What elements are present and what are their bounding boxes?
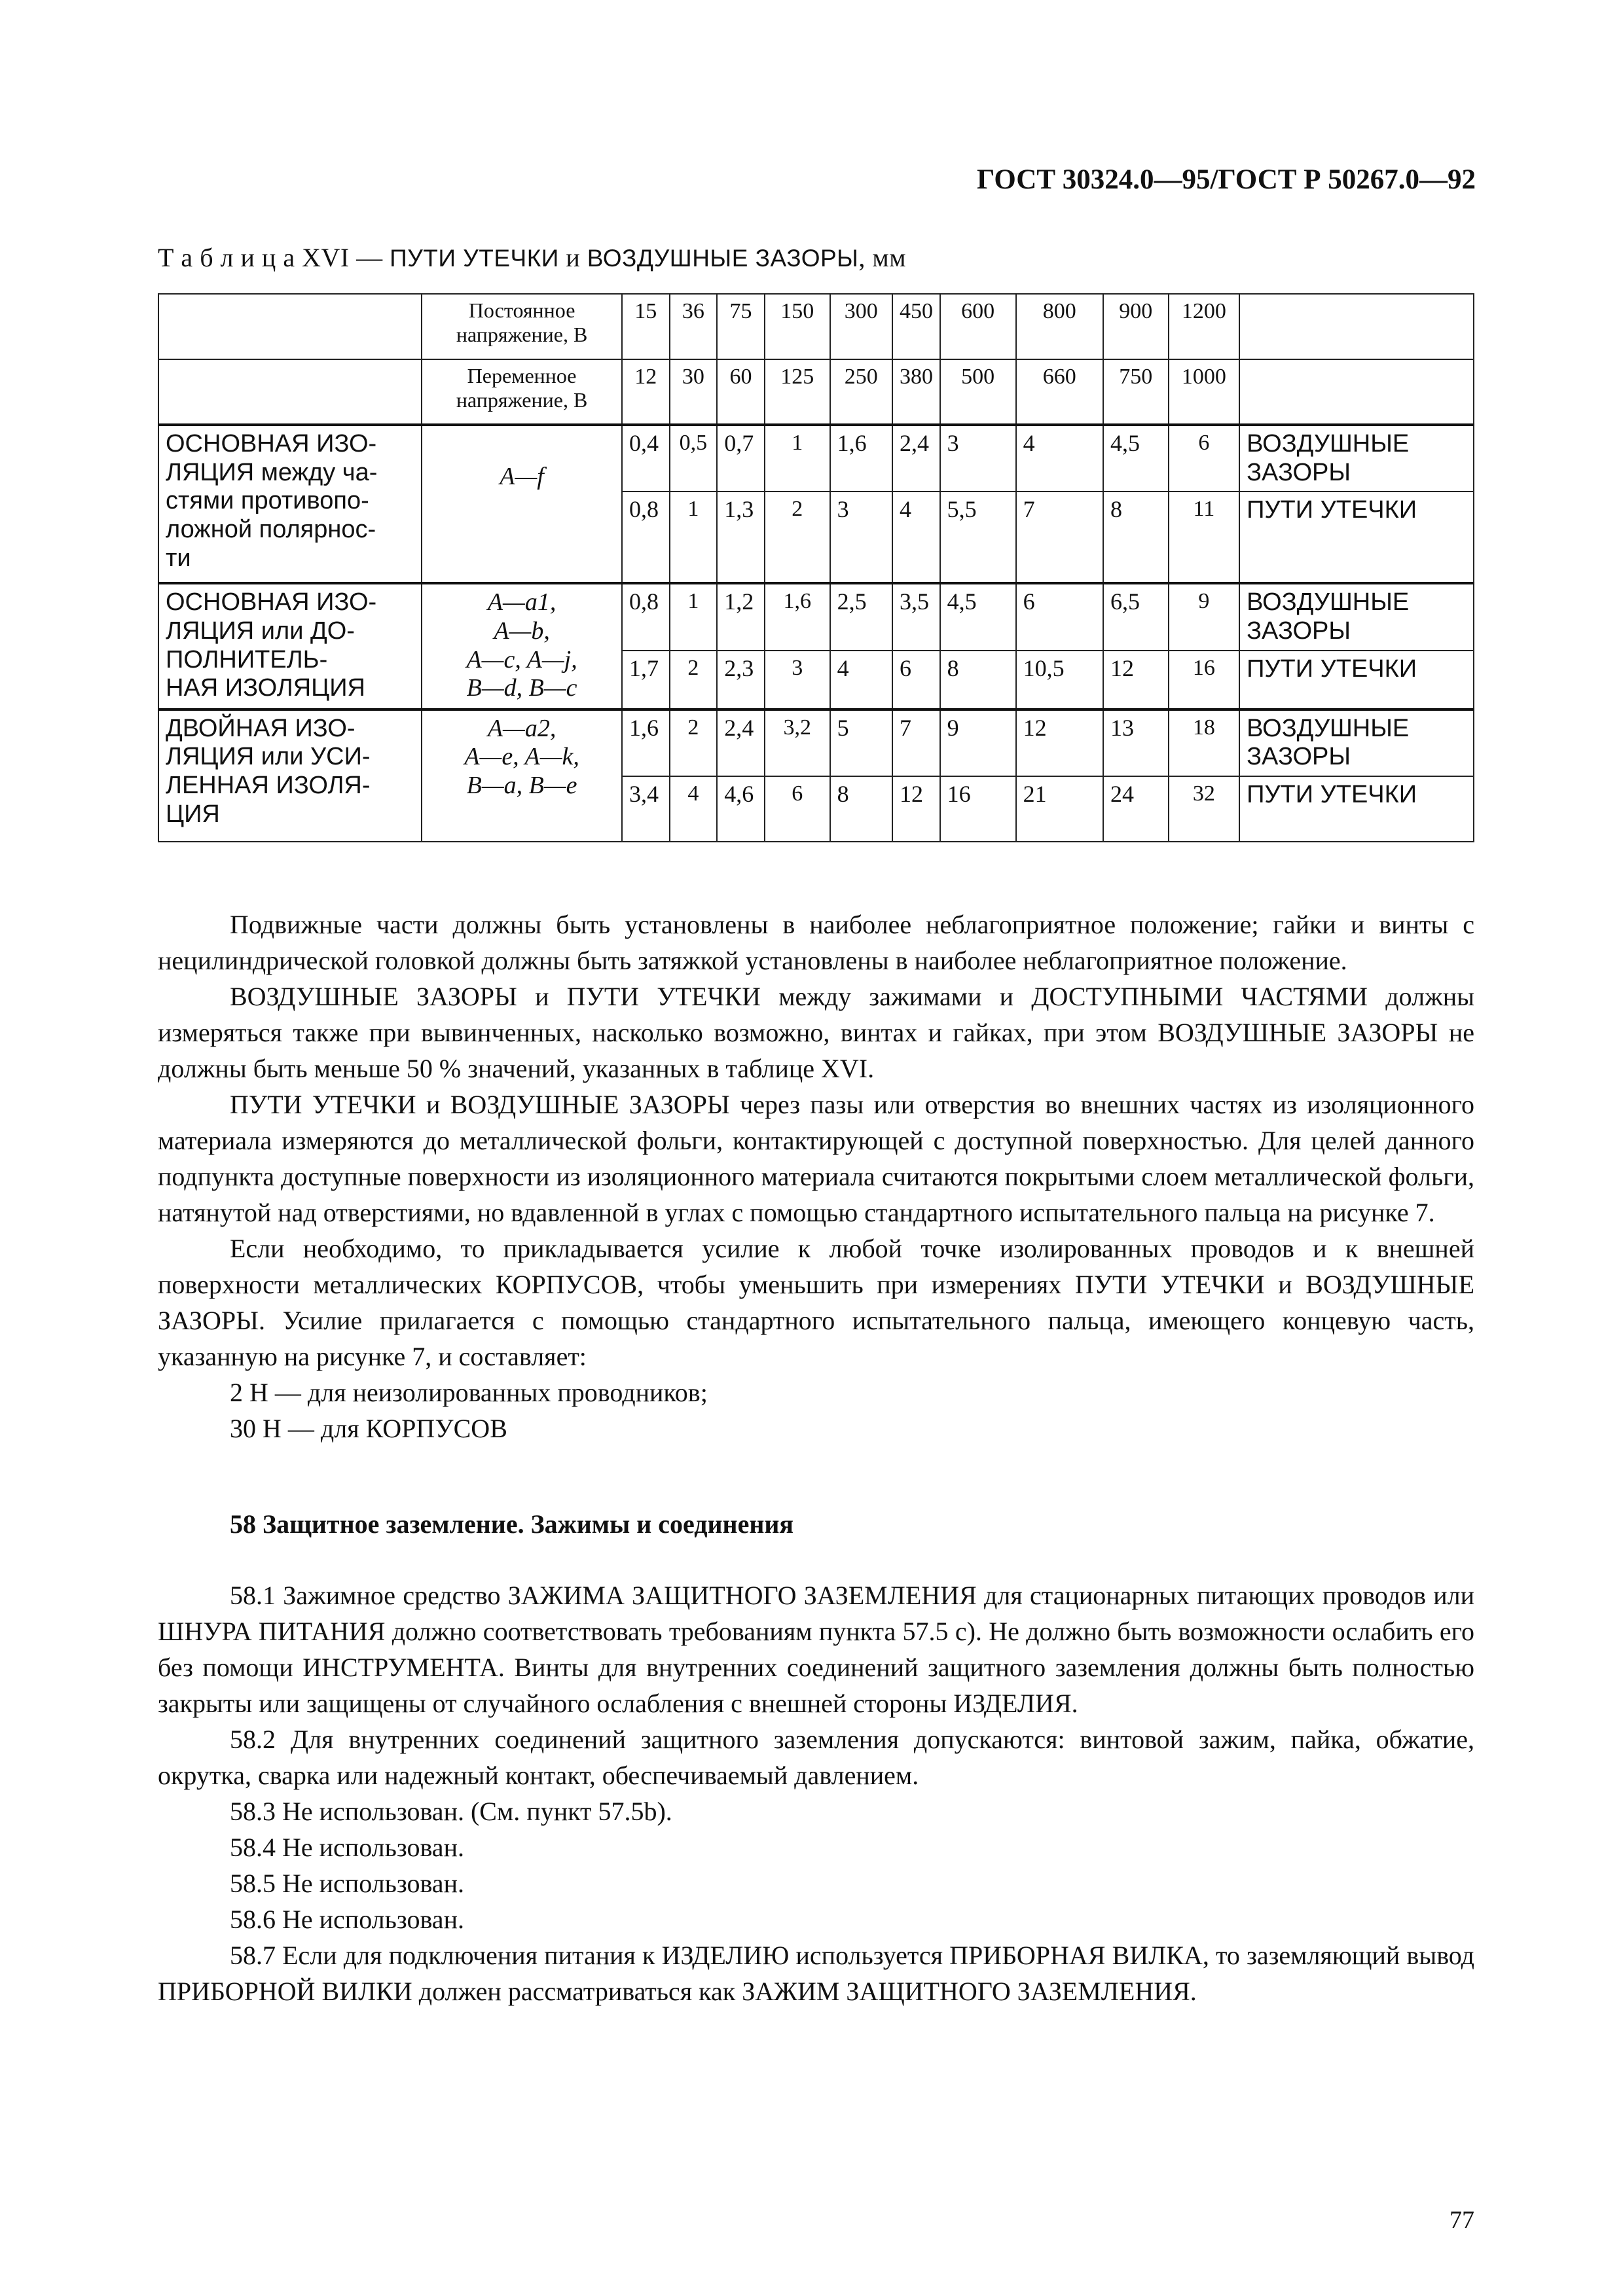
empty-cell	[1239, 359, 1474, 425]
value-cell: 8	[1103, 492, 1169, 583]
voltage-value: 15	[622, 294, 670, 359]
group-name-line: ДВОЙНАЯ ИЗО-	[166, 714, 356, 742]
measure-type: ВОЗДУШНЫЕ ЗАЗОРЫ	[1239, 425, 1474, 492]
value-cell: 2,5	[830, 583, 892, 650]
group-name-line: ОСНОВНАЯ ИЗО-	[166, 588, 377, 617]
document-header: ГОСТ 30324.0—95/ГОСТ Р 50267.0—92	[977, 164, 1476, 195]
value-cell: 9	[940, 709, 1016, 776]
voltage-value: 75	[717, 294, 765, 359]
insulation-classes	[422, 709, 622, 842]
value-cell: 4,6	[717, 776, 765, 842]
value-cell: 12	[1103, 651, 1169, 709]
value-cell: 5	[830, 709, 892, 776]
value-cell: 2	[670, 651, 718, 709]
clause-58-7: 58.7 Если для подключения питания к ИЗДЕЛИЮ используется ПРИБОРНАЯ ВИЛКА, то заземляющий вывод ПРИБОРНОЙ ВИЛКИ должен рассматриваться как ЗАЖИМ ЗАЩИТНОГО ЗАЗЕМЛЕНИЯ.	[158, 1941, 1474, 2006]
voltage-label-dc: Постоянное напряжение, В	[422, 294, 622, 359]
value-cell: 2,4	[892, 425, 940, 492]
empty-cell	[1239, 294, 1474, 359]
clause-58-3: 58.3 Не использован. (См. пункт 57.5b).	[230, 1797, 672, 1826]
paragraph-1: Подвижные части должны быть установлены в наиболее неблагоприятное положение; гайки и винты с нецилиндрической головкой должны быть затяжкой установлены в наиболее неблагоприятное положение.	[158, 910, 1474, 975]
value-cell: 10,5	[1016, 651, 1103, 709]
paragraph-3: ПУТИ УТЕЧКИ и ВОЗДУШНЫЕ ЗАЗОРЫ через пазы или отверстия во внешних частях из изоляционного материала измеряются до металлической фольги, контактирующей с доступной поверхностью. Для целей данного подпункта доступные поверхности из изоляционного материала считаются покрытыми слоем металлической фольги, натянутой над отверстиями, но вдавленной в углах с помощью стандартного испытательного пальца на рисунке 7.	[158, 1090, 1474, 1227]
value-cell: 21	[1016, 776, 1103, 842]
voltage-value: 500	[940, 359, 1016, 425]
voltage-value: 1000	[1169, 359, 1239, 425]
group-name-line: ПОЛНИТЕЛЬ-	[166, 645, 328, 673]
value-cell: 4	[670, 776, 718, 842]
value-cell: 0,5	[670, 425, 718, 492]
measure-type: ВОЗДУШНЫЕ ЗАЗОРЫ	[1239, 583, 1474, 650]
page-number: 77	[1450, 2206, 1474, 2234]
value-cell: 6	[892, 651, 940, 709]
value-cell: 2,4	[717, 709, 765, 776]
value-cell: 4,5	[940, 583, 1016, 650]
value-cell: 18	[1169, 709, 1239, 776]
value-cell: 4	[892, 492, 940, 583]
value-cell: 6	[1016, 583, 1103, 650]
voltage-value: 900	[1103, 294, 1169, 359]
body-text-1	[158, 906, 1474, 1446]
value-cell: 3	[830, 492, 892, 583]
caption-suffix: , мм	[858, 243, 907, 272]
class-line: B—d, B—c	[466, 674, 577, 702]
value-cell: 16	[940, 776, 1016, 842]
group-name-line: ОСНОВНАЯ ИЗО-	[166, 430, 377, 457]
voltage-row-dc	[158, 294, 1474, 359]
value-cell: 5,5	[940, 492, 1016, 583]
clearance-table	[158, 293, 1474, 842]
value-cell: 1,6	[765, 583, 830, 650]
voltage-value: 600	[940, 294, 1016, 359]
value-cell: 0,7	[717, 425, 765, 492]
value-cell: 1,7	[622, 651, 670, 709]
value-cell: 12	[1016, 709, 1103, 776]
group-name-line: ЛЯЦИЯ или ДО-	[166, 617, 355, 645]
value-cell: 2,3	[717, 651, 765, 709]
value-cell: 3,5	[892, 583, 940, 650]
caption-prefix: Т а б л и ц а XVI —	[158, 243, 390, 272]
voltage-value: 800	[1016, 294, 1103, 359]
value-cell: 1,6	[830, 425, 892, 492]
clause-58-6: 58.6 Не использован.	[230, 1905, 464, 1934]
class-line: A—a1,	[487, 588, 556, 617]
measure-type: ПУТИ УТЕЧКИ	[1239, 776, 1474, 842]
value-cell: 8	[940, 651, 1016, 709]
voltage-value: 60	[717, 359, 765, 425]
value-cell: 12	[892, 776, 940, 842]
measure-type: ПУТИ УТЕЧКИ	[1239, 492, 1474, 583]
group-name-line: ЛЯЦИЯ между ча-	[166, 458, 378, 486]
value-cell: 0,4	[622, 425, 670, 492]
voltage-value: 300	[830, 294, 892, 359]
value-cell: 1,6	[622, 709, 670, 776]
measure-type: ПУТИ УТЕЧКИ	[1239, 651, 1474, 709]
voltage-value: 660	[1016, 359, 1103, 425]
voltage-value: 30	[670, 359, 718, 425]
empty-cell	[158, 294, 422, 359]
value-cell: 0,8	[622, 583, 670, 650]
group-name-line: ЦИЯ	[166, 800, 220, 828]
paragraph-6: 30 Н — для КОРПУСОВ	[230, 1414, 507, 1443]
clause-58-5: 58.5 Не использован.	[230, 1869, 464, 1898]
value-cell: 13	[1103, 709, 1169, 776]
class-line: A—f	[500, 463, 544, 490]
voltage-value: 750	[1103, 359, 1169, 425]
group-name-line: НАЯ ИЗОЛЯЦИЯ	[166, 674, 366, 702]
value-cell: 24	[1103, 776, 1169, 842]
class-line: B—a, B—e	[466, 772, 577, 800]
body-text-2	[158, 1577, 1474, 2009]
value-cell: 1	[765, 425, 830, 492]
class-line: A—e, A—k,	[464, 743, 579, 771]
value-cell: 7	[892, 709, 940, 776]
voltage-label-ac: Переменное напряжение, В	[422, 359, 622, 425]
value-cell: 8	[830, 776, 892, 842]
value-cell: 0,8	[622, 492, 670, 583]
value-cell: 6,5	[1103, 583, 1169, 650]
value-cell: 16	[1169, 651, 1239, 709]
value-cell: 4	[1016, 425, 1103, 492]
clause-58-1: 58.1 Зажимное средство ЗАЖИМА ЗАЩИТНОГО ЗАЗЕМЛЕНИЯ для стационарных питающих проводов или ШНУРА ПИТАНИЯ должно соответствовать требованиям пункта 57.5 с). Не должно быть возможности ослабить его без помощи ИНСТРУМЕНТА. Винты для внутренних соединений защитного заземления должны быть полностью закрыты или защищены от случайного ослабления с внешней стороны ИЗДЕЛИЯ.	[158, 1581, 1474, 1718]
clause-58-2: 58.2 Для внутренних соединений защитного заземления допускаются: винтовой зажим, пайка, обжатие, окрутка, сварка или надежный контакт, обеспечиваемый давлением.	[158, 1725, 1474, 1790]
insulation-group-name	[158, 709, 422, 842]
value-cell: 4,5	[1103, 425, 1169, 492]
value-cell: 9	[1169, 583, 1239, 650]
insulation-classes	[422, 425, 622, 583]
value-cell: 3	[765, 651, 830, 709]
caption-term-1: ПУТИ УТЕЧКИ	[390, 245, 559, 272]
voltage-value: 12	[622, 359, 670, 425]
value-cell: 7	[1016, 492, 1103, 583]
value-cell: 1,3	[717, 492, 765, 583]
empty-cell	[158, 359, 422, 425]
class-line: A—c, A—j,	[466, 645, 577, 673]
voltage-value: 125	[765, 359, 830, 425]
paragraph-5: 2 Н — для неизолированных проводников;	[230, 1378, 708, 1407]
value-cell: 1	[670, 583, 718, 650]
voltage-value: 450	[892, 294, 940, 359]
group-name-line: ЛЕННАЯ ИЗОЛЯ-	[166, 772, 371, 800]
caption-mid: и	[558, 243, 587, 272]
caption-term-2: ВОЗДУШНЫЕ ЗАЗОРЫ	[587, 245, 859, 272]
group-name-line: ти	[166, 544, 191, 572]
class-line: A—a2,	[487, 714, 556, 742]
insulation-classes	[422, 583, 622, 709]
voltage-value: 250	[830, 359, 892, 425]
class-line: A—b,	[494, 617, 550, 645]
clause-58-4: 58.4 Не использован.	[230, 1833, 464, 1862]
value-cell: 32	[1169, 776, 1239, 842]
value-cell: 1	[670, 492, 718, 583]
insulation-group-name	[158, 425, 422, 583]
value-cell: 11	[1169, 492, 1239, 583]
value-cell: 6	[765, 776, 830, 842]
value-cell: 3,2	[765, 709, 830, 776]
value-cell: 6	[1169, 425, 1239, 492]
table-caption	[158, 242, 906, 273]
voltage-value: 36	[670, 294, 718, 359]
value-cell: 1,2	[717, 583, 765, 650]
voltage-row-ac	[158, 359, 1474, 425]
group-name-line: стями противопо-	[166, 487, 369, 515]
section-title: 58 Защитное заземление. Зажимы и соединения	[230, 1509, 794, 1539]
voltage-value: 380	[892, 359, 940, 425]
data-row	[158, 583, 1474, 650]
value-cell: 2	[670, 709, 718, 776]
value-cell: 3	[940, 425, 1016, 492]
voltage-value: 150	[765, 294, 830, 359]
group-name-line: ложной полярнос-	[166, 516, 376, 544]
voltage-value: 1200	[1169, 294, 1239, 359]
data-row	[158, 709, 1474, 776]
data-row	[158, 425, 1474, 492]
value-cell: 3,4	[622, 776, 670, 842]
insulation-group-name	[158, 583, 422, 709]
value-cell: 4	[830, 651, 892, 709]
paragraph-4: Если необходимо, то прикладывается усилие к любой точке изолированных проводов и к внешней поверхности металлических КОРПУСОВ, чтобы уменьшить при измерениях ПУТИ УТЕЧКИ и ВОЗДУШНЫЕ ЗАЗОРЫ. Усилие прилагается с помощью стандартного испытательного пальца, имеющего концевую часть, указанную на рисунке 7, и составляет:	[158, 1234, 1474, 1371]
measure-type: ВОЗДУШНЫЕ ЗАЗОРЫ	[1239, 709, 1474, 776]
paragraph-2: ВОЗДУШНЫЕ ЗАЗОРЫ и ПУТИ УТЕЧКИ между зажимами и ДОСТУПНЫМИ ЧАСТЯМИ должны измеряться также при вывинченных, насколько возможно, винтах и гайках, при этом ВОЗДУШНЫЕ ЗАЗОРЫ не должны быть меньше 50 % значений, указанных в таблице XVI.	[158, 982, 1474, 1083]
value-cell: 2	[765, 492, 830, 583]
group-name-line: ЛЯЦИЯ или УСИ-	[166, 743, 371, 771]
